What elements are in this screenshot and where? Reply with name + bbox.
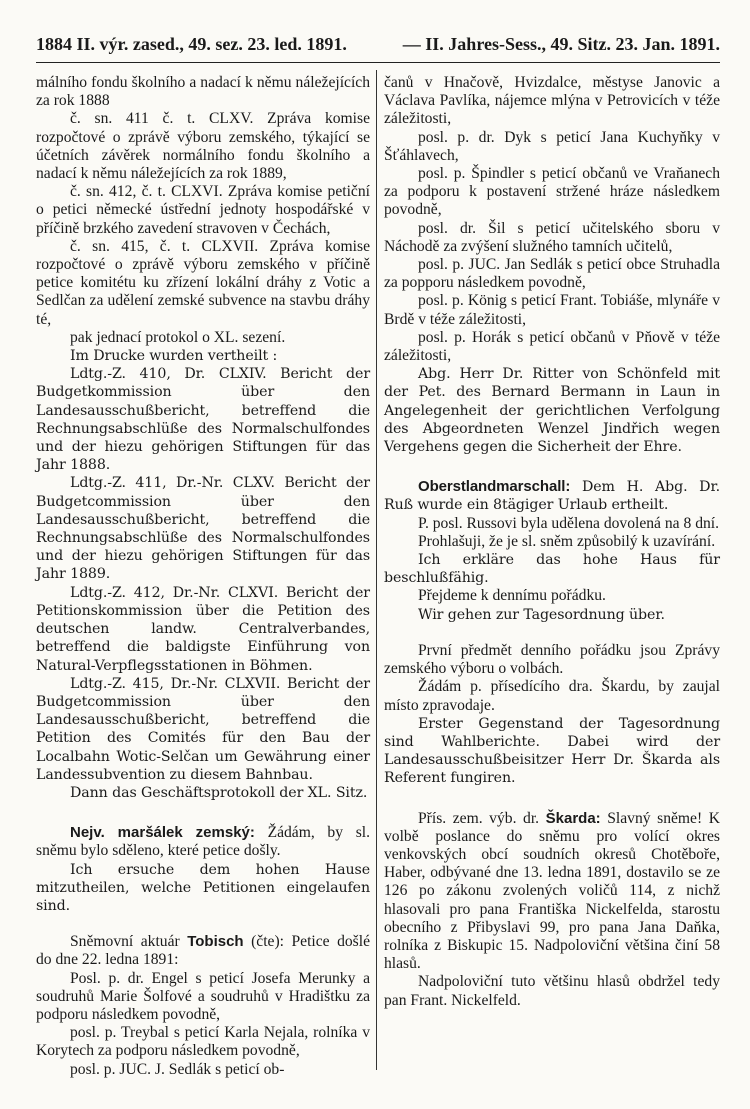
paragraph: posl. p. Horák s peticí občanů v Pňově v téže záležitosti,: [384, 328, 720, 365]
paragraph: Posl. p. dr. Engel s peticí Josefa Merunky a soudruhů Marie Šolfové a soudruhů v Hradištku za podporu následkem povodně,: [36, 969, 370, 1023]
paragraph: posl. p. Špindler s peticí občanů ve Vraňanech za podporu k postavení stržené hráze následkem povodně,: [384, 165, 720, 219]
paragraph: posl. p. König s peticí Frant. Tobiáše, mlynáře v Brdě v téže záležitosti,: [384, 292, 720, 328]
speech-marshal: Nejv. maršálek zemský: Žádám, by sl. sněmu bylo sděleno, které petice došly.: [36, 824, 370, 860]
paragraph: Ldtg.-Z. 410, Dr. CLXIV. Bericht der Budgetkommission über den Landesausschußbericht, betreffend die Rechnungsabschlüße des Normalschulfondes und der hiezu gehörigen Stiftungen für das Jahr 1888.: [36, 366, 370, 474]
paragraph: posl. p. dr. Dyk s peticí Jana Kuchyňky v Šťáhlavech,: [384, 128, 720, 164]
paragraph: Im Drucke wurden vertheilt :: [70, 348, 278, 365]
paragraph: Dann das Geschäftsprotokoll der XL. Sitz.: [70, 784, 368, 801]
paragraph: posl. dr. Šil s peticí učitelského sboru v Náchodě za zvýšení služného tamních učitelů,: [384, 219, 720, 255]
paragraph: Wir gehen zur Tagesordnung über.: [418, 606, 665, 623]
paragraph: posl. p. JUC. Jan Sedlák s peticí obce Struhadla za popporu následkem povodně,: [384, 256, 720, 292]
left-column: [36, 74, 370, 1079]
paragraph: posl. p. JUC. J. Sedlák s peticí ob-: [70, 1060, 285, 1078]
paragraph: Ich erkläre das hohe Haus für beschlußfähig.: [384, 552, 720, 587]
paragraph: Nadpoloviční tuto většinu hlasů obdržel tedy pan Frant. Nickelfeld.: [384, 973, 720, 1009]
speech-oberstlandmarschall: Oberstlandmarschall: Dem H. Abg. Dr. Ruß wurde ein 8tägiger Urlaub ertheilt.: [384, 478, 720, 514]
paragraph: pak jednací protokol o XL. sezení.: [70, 328, 286, 346]
speaker-name: Tobisch: [187, 933, 244, 951]
paragraph: Abg. Herr Dr. Ritter von Schönfeld mit der Pet. des Bernard Bermann in Laun in Angelegenheit der gerichtlichen Verfolgung des Abgeordneten Wenzel Jindřich wegen Vergehens gegen die Sicherheit der Ehre.: [384, 366, 720, 456]
paragraph: P. posl. Russovi byla udělena dovolená na 8 dní.: [418, 514, 720, 532]
column-divider: [376, 70, 377, 1070]
speaker-name: Oberstlandmarschall:: [418, 478, 571, 496]
paragraph: č. sn. 411 č. t. CLXV. Zpráva komise rozpočtové o zprávě výboru zemského, týkající se účetních závěrek normálního fondu školního a nadací k němu náležejících za rok 1889,: [36, 110, 370, 183]
paragraph: Ldtg.-Z. 415, Dr.-Nr. CLXVII. Bericht der Budgetcommission über den Landesausschußbericht, betreffend die Petition des Comités für den Bau der Localbahn Wotic-Selčan um Gewährung einer Landessubvention zu diesem Bahnbau.: [36, 675, 370, 783]
speaker-name: Nejv. maršálek zemský:: [70, 824, 255, 842]
paragraph: Přejdeme k dennímu pořádku.: [418, 587, 606, 605]
speech-tobisch: Sněmovní aktuár Tobisch (čte): Petice došlé do dne 22. ledna 1891:: [36, 933, 370, 969]
paragraph: Erster Gegenstand der Tagesordnung sind Wahlberichte. Dabei wird der Landesausschußbeisitzer Herr Dr. Škarda als Referent fungiren.: [384, 715, 720, 787]
paragraph: č. sn. 412, č. t. CLXVI. Zpráva komise petiční o petici německé ústřední jednoty hospodářské v příčině brzkého zavedení stravoven v Čechách,: [36, 183, 370, 237]
paragraph: málního fondu školního a nadací k němu náležejících za rok 1888: [36, 74, 370, 110]
paragraph: posl. p. Treybal s peticí Karla Nejala, rolníka v Korytech za podporu následkem povodně,: [36, 1024, 370, 1060]
paragraph: Žádám p. přísedícího dra. Škardu, by zaujal místo zpravodaje.: [384, 678, 720, 714]
speech-skarda: Přís. zem. výb. dr. Škarda: Slavný sněme! K volbě poslance do sněmu pro volící okres venkovských obcí soudních okresů Chotěboře, Haber, odbývané dne 13. ledna 1891, dostavilo se ze 126 po zákonu zvolených voličů 114, z nichž hlasovali pro pana Františka Nickelfelda, starostu obecního z Přibyslavi 99, pro pana Jana Daňka, rolníka z Biskupic 15. Nadpoloviční většina činí 58 hlasů.: [384, 809, 720, 973]
header-german: — II. Jahres-Sess., 49. Sitz. 23. Jan. 1891.: [402, 34, 720, 54]
paragraph: Prohlašuji, že je sl. sněm způsobilý k uzavírání.: [418, 532, 716, 550]
paragraph: První předmět denního pořádku jsou Zprávy zemského výboru o volbách.: [384, 641, 720, 678]
header-rule: [36, 62, 720, 63]
right-column: [384, 74, 720, 1010]
paragraph: č. sn. 415, č. t. CLXVII. Zpráva komise rozpočtové o zprávě výboru zemského v příčině petice komitétu ku zřízení lokální dráhy z Votic a Sedlčan za udělení zemské subvence na stavbu dráhy té,: [36, 237, 370, 328]
page-header: [36, 34, 720, 56]
header-czech: 1884 II. výr. zased., 49. sez. 23. led. 1891.: [36, 34, 347, 54]
speaker-name: Škarda:: [545, 809, 601, 827]
paragraph: Ldtg.-Z. 411, Dr.-Nr. CLXV. Bericht der Budgetcommission über den Landesausschußbericht, betreffend die Rechnungsabschlüße des Normalschulfondes und der hiezu gehörigen Stiftungen für das Jahr 1889.: [36, 475, 370, 583]
paragraph: čanů v Hnačově, Hvizdalce, městyse Janovic a Václava Pavlíka, nájemce mlýna v Petrovicích v téže záležitosti,: [384, 74, 720, 128]
paragraph: Ich ersuche dem hohen Hause mitzutheilen, welche Petitionen eingelaufen sind.: [36, 861, 370, 914]
paragraph: Ldtg.-Z. 412, Dr.-Nr. CLXVI. Bericht der Petitionskommission über die Petition des deutschen landw. Centralverbandes, betreffend die baldigste Einführung von Natural-Verpflegsstationen in Böhmen.: [36, 584, 370, 674]
